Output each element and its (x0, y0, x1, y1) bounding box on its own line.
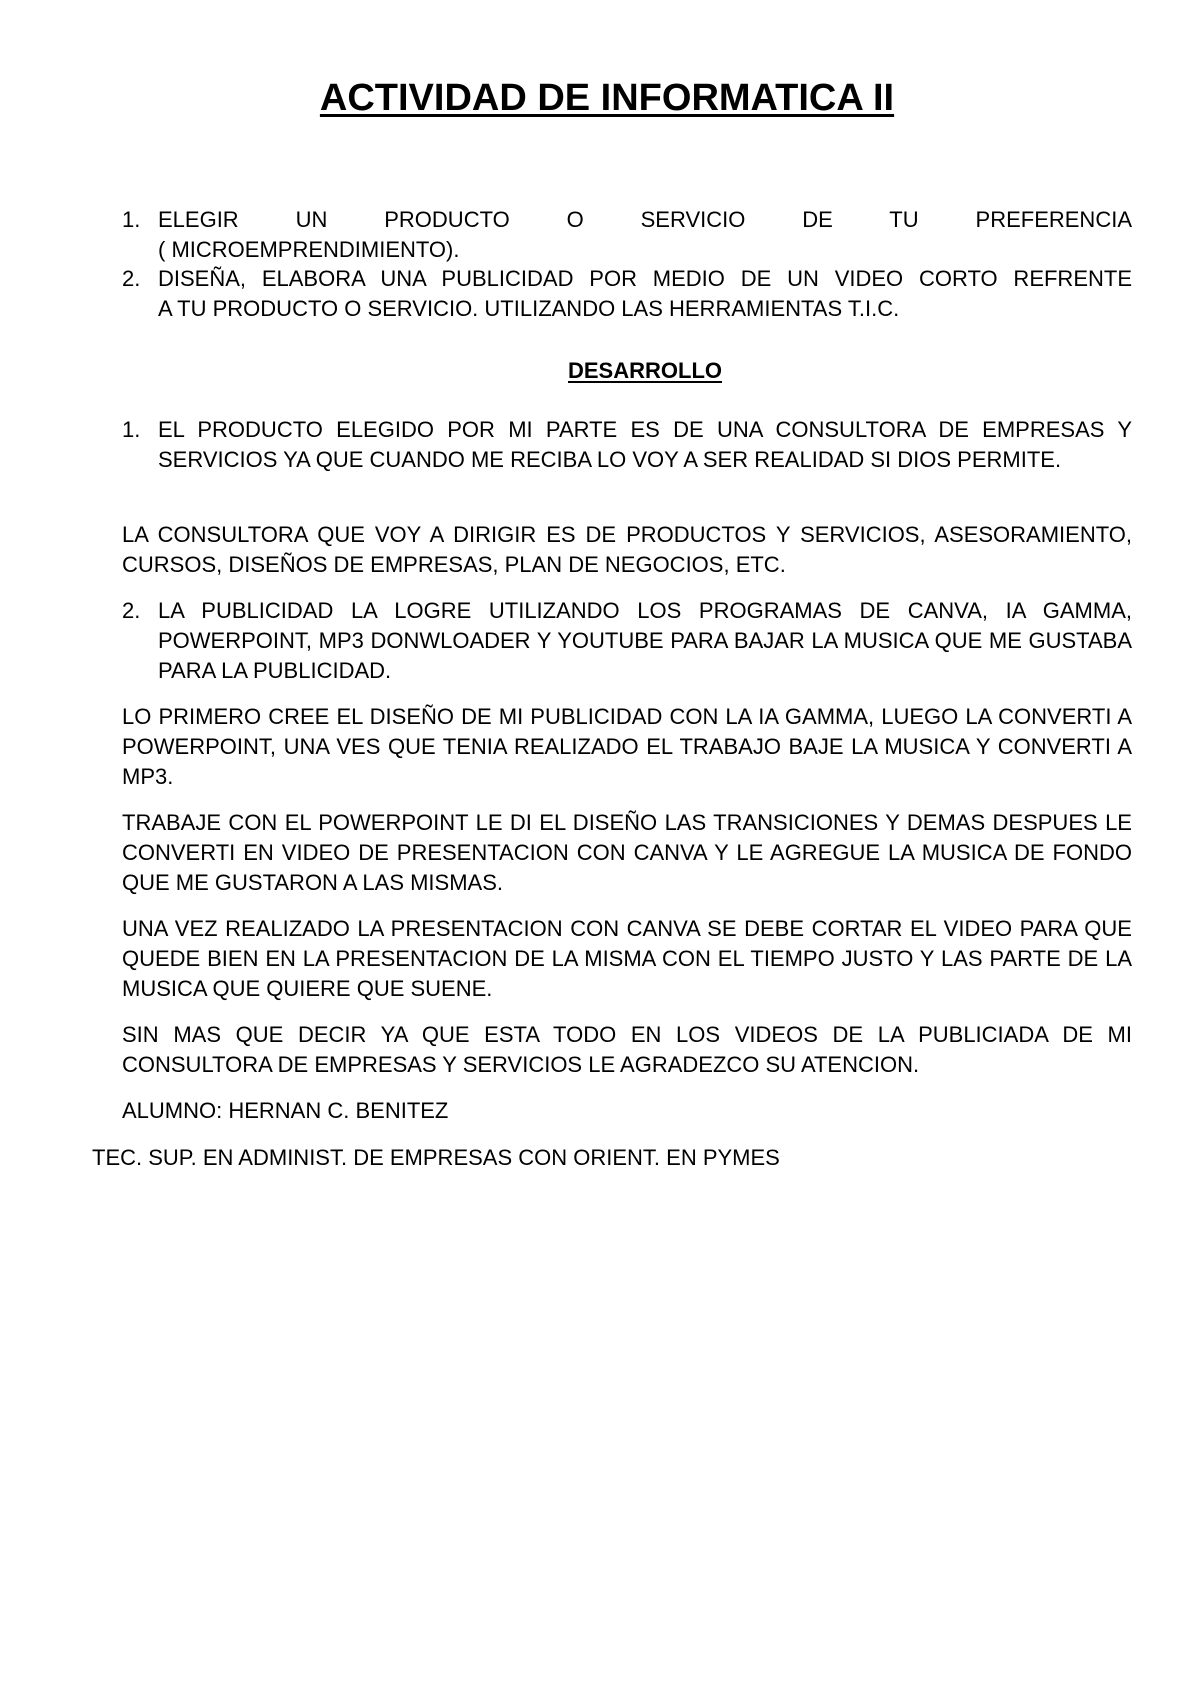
instruction-1-line-1: ELEGIR UN PRODUCTO O SERVICIO DE TU PREFERENCIA (158, 207, 1132, 232)
development-item-2 (122, 596, 1132, 686)
development-paragraph-3: TRABAJE CON EL POWERPOINT LE DI EL DISEÑO LAS TRANSICIONES Y DEMAS DESPUES LE CONVERTI EN VIDEO DE PRESENTACION CON CANVA Y LE AGREGUE LA MUSICA DE FONDO QUE ME GUSTARON A LAS MISMAS. (122, 810, 1132, 895)
development-paragraph-5: SIN MAS QUE DECIR YA QUE ESTA TODO EN LOS VIDEOS DE LA PUBLICIADA DE MI CONSULTORA DE EMPRESAS Y SERVICIOS LE AGRADEZCO SU ATENCION. (122, 1022, 1132, 1077)
development-number-1: 1. (122, 417, 141, 442)
program-name: TEC. SUP. EN ADMINIST. DE EMPRESAS CON ORIENT. EN PYMES (92, 1145, 780, 1170)
development-item-1 (122, 415, 1132, 475)
instruction-number-2: 2. (122, 266, 141, 291)
development-paragraph-4: UNA VEZ REALIZADO LA PRESENTACION CON CANVA SE DEBE CORTAR EL VIDEO PARA QUE QUEDE BIEN EN LA PRESENTACION DE LA MISMA CON EL TIEMPO JUSTO Y LAS PARTE DE LA MUSICA QUE QUIERE QUE SUENE. (122, 916, 1132, 1001)
development-number-2: 2. (122, 598, 141, 623)
development-paragraph-1: LA CONSULTORA QUE VOY A DIRIGIR ES DE PRODUCTOS Y SERVICIOS, ASESORAMIENTO, CURSOS, DISEÑOS DE EMPRESAS, PLAN DE NEGOCIOS, ETC. (122, 522, 1132, 577)
instruction-2-line-2: A TU PRODUCTO O SERVICIO. UTILIZANDO LAS HERRAMIENTAS T.I.C. (158, 296, 900, 321)
student-name: ALUMNO: HERNAN C. BENITEZ (122, 1098, 449, 1123)
development-item-1-text: EL PRODUCTO ELEGIDO POR MI PARTE ES DE UNA CONSULTORA DE EMPRESAS Y SERVICIOS YA QUE CUANDO ME RECIBA LO VOY A SER REALIDAD SI DIOS PERMITE. (158, 417, 1132, 472)
instruction-item-2 (122, 264, 1132, 324)
development-paragraph-2: LO PRIMERO CREE EL DISEÑO DE MI PUBLICIDAD CON LA IA GAMMA, LUEGO LA CONVERTI A POWERPOINT, UNA VES QUE TENIA REALIZADO EL TRABAJO BAJE LA MUSICA Y CONVERTI A MP3. (122, 704, 1132, 789)
development-item-2-text: LA PUBLICIDAD LA LOGRE UTILIZANDO LOS PROGRAMAS DE CANVA, IA GAMMA, POWERPOINT, MP3 DONWLOADER Y YOUTUBE PARA BAJAR LA MUSICA QUE ME GUSTABA PARA LA PUBLICIDAD. (158, 598, 1132, 683)
instruction-2-line-1: DISEÑA, ELABORA UNA PUBLICIDAD POR MEDIO DE UN VIDEO CORTO REFRENTE (158, 266, 1132, 291)
section-heading: DESARROLLO (568, 358, 722, 383)
instruction-item-1 (122, 205, 1132, 265)
document-title: ACTIVIDAD DE INFORMATICA II (319, 77, 895, 119)
instruction-1-line-2: ( MICROEMPRENDIMIENTO). (158, 237, 460, 262)
instruction-number-1: 1. (122, 207, 141, 232)
